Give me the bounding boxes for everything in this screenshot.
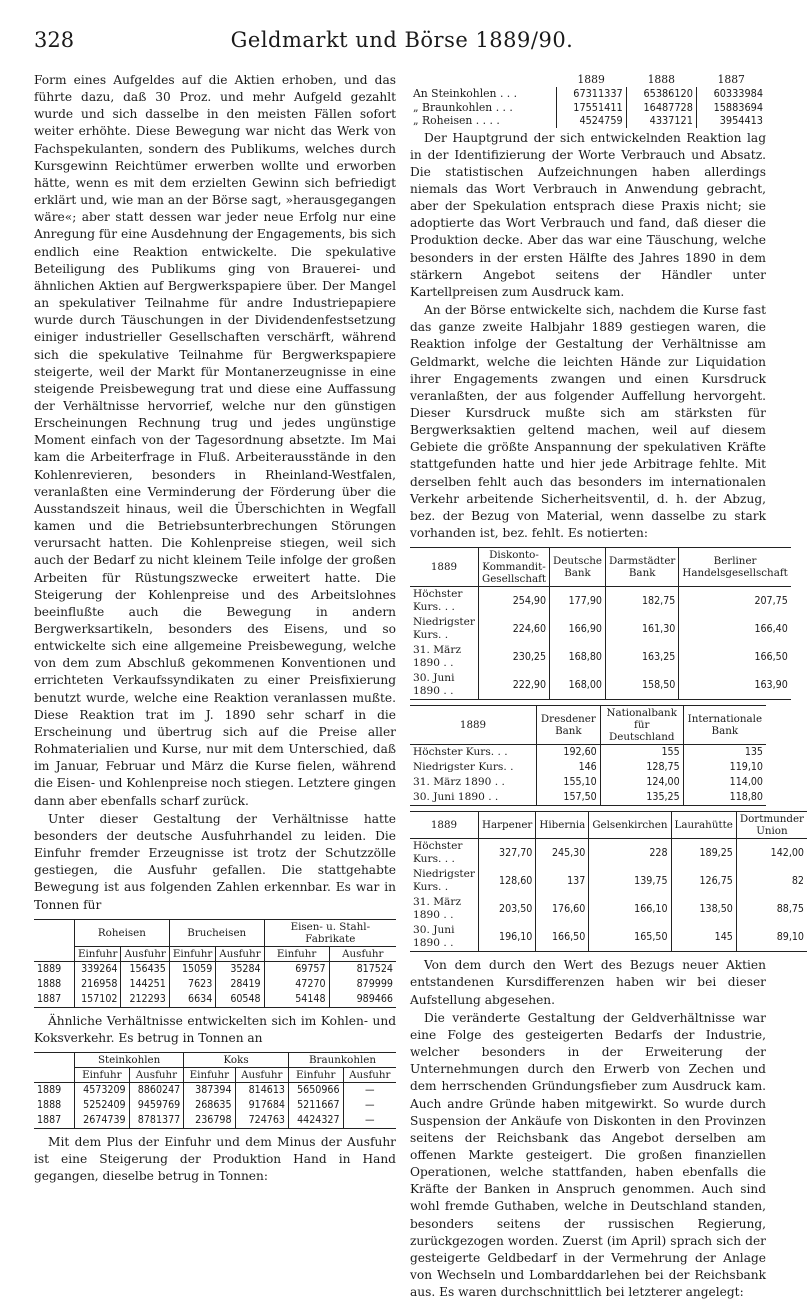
table-cell: — (343, 1082, 396, 1098)
paragraph: Der Hauptgrund der sich entwickelnden Reaktion lag in der Identifizierung der Worte Verbrauch und Absatz. Die statistischen Aufzeichnungen haben allerdings niemals das Wort Verbrauch in Anwendung gebracht, aber der Spekulation entsprach diese Praxis nicht; sie adoptierte das Wort Verbrauch und fand, daß dieser die Produktion decke. Aber das war eine Täuschung, welche besonders in der ersten Hälfte des Jahres 1890 in dem stärkern Angebot seitens der Händler unter Kartellpreisen zum Ausdruck kam. (410, 130, 766, 299)
table-row (410, 839, 807, 868)
table-cell: 168,80 (550, 643, 606, 671)
table-cell: 17551411 (556, 101, 626, 115)
table-cell: 69757 (264, 961, 329, 977)
table-cell: 2674739 (75, 1113, 130, 1129)
table-cell: — (343, 1113, 396, 1129)
table-cell: 158,50 (605, 671, 678, 700)
table-row (34, 1113, 396, 1129)
table-cell: 189,25 (671, 839, 736, 868)
table-cell: 82 (736, 867, 807, 895)
table-row (34, 1098, 396, 1113)
table-row (34, 992, 396, 1008)
table-cell: 192,60 (537, 745, 601, 761)
table-cell: 236798 (184, 1113, 235, 1129)
table-cell: 222,90 (478, 671, 549, 700)
table-cell: 182,75 (605, 587, 678, 616)
column-header: Deutsche Bank (550, 548, 606, 587)
table-cell: 65386120 (626, 87, 696, 101)
year-header: 1889 (577, 73, 605, 86)
column-header: Dortmunder Union (736, 812, 807, 839)
row-label: 30. Juni 1890 . . (413, 672, 455, 698)
table-cell: 4573209 (75, 1082, 130, 1098)
table-cell: 7623 (169, 977, 215, 992)
table-cell: 228 (589, 839, 671, 868)
row-label: 31. März 1890 . . (413, 644, 462, 670)
table-cell: 5252409 (75, 1098, 130, 1113)
table-cell: 155 (600, 745, 683, 761)
table-cell: 1889 (37, 962, 62, 975)
row-label: 30. Juni 1890 . . (413, 924, 455, 950)
table-cell: 88,75 (736, 895, 807, 923)
table-cell: 6634 (169, 992, 215, 1008)
table-row (410, 867, 807, 895)
bank-quotes-table (410, 547, 791, 700)
row-label: An Steinkohlen . . . (413, 87, 518, 100)
table-row (410, 101, 766, 115)
table-cell: 142,00 (736, 839, 807, 868)
year-header (34, 919, 75, 961)
year-header (34, 1052, 75, 1082)
table-row (34, 1082, 396, 1098)
table-cell: 196,10 (478, 923, 535, 952)
table-cell: 1889 (37, 1083, 62, 1096)
table-cell: 879999 (329, 977, 396, 992)
table-cell: 135 (683, 745, 766, 761)
table-row (410, 615, 791, 643)
column-header: Harpener (478, 812, 535, 839)
table-cell: 216958 (75, 977, 121, 992)
table-row (410, 745, 766, 761)
table-cell: 268635 (184, 1098, 235, 1113)
sub-header: Ausfuhr (329, 946, 396, 961)
coal-trade-table (34, 1052, 396, 1129)
table-cell: 156435 (121, 961, 169, 977)
row-label: „ Braunkohlen . . . (413, 100, 513, 114)
column-header: Nationalbank für Deutschland (600, 706, 683, 745)
paragraph: Unter dieser Gestaltung der Verhältnisse hatte besonders der deutsche Ausfuhrhandel zu leiden. Die Einfuhr fremder Erzeugnisse ist trotz der Schutzzölle gestiegen, die Ausfuhr gefallen. Die stattgehabte Bewegung ist aus folgenden Zahlen erkennbar. Es war in Tonnen für (34, 811, 396, 912)
table-cell: 1887 (37, 992, 62, 1005)
table-cell: 137 (536, 867, 589, 895)
sub-header: Einfuhr (75, 1067, 130, 1082)
bank-quotes-table-2 (410, 705, 766, 806)
table-cell: 60333984 (696, 87, 766, 101)
group-header: Steinkohlen (75, 1052, 184, 1067)
table-cell: 245,30 (536, 839, 589, 868)
group-header: Eisen- u. Stahl-Fabrikate (264, 919, 396, 946)
table-cell: 135,25 (600, 790, 683, 806)
year-header: 1889 (410, 812, 478, 839)
table-cell: 139,75 (589, 867, 671, 895)
table-row (410, 587, 791, 616)
table-cell: 177,90 (550, 587, 606, 616)
sub-header: Einfuhr (288, 1067, 343, 1082)
column-header: Hibernia (536, 812, 589, 839)
year-header: 1887 (717, 73, 745, 86)
table-cell: 54148 (264, 992, 329, 1008)
column-header: Internationale Bank (683, 706, 766, 745)
table-cell: 126,75 (671, 867, 736, 895)
sub-header: Ausfuhr (121, 946, 169, 961)
table-cell: 155,10 (537, 775, 601, 790)
table-cell: 724763 (235, 1113, 288, 1129)
table-cell: 1888 (37, 977, 62, 990)
group-header: Koks (184, 1052, 289, 1067)
paragraph: Die veränderte Gestaltung der Geldverhältnisse war eine Folge des gesteigerten Bedarfs der Industrie, welcher besonders in der Erweiterung der Unternehmungen durch den Erwerb von Zechen und dem herrschenden Gründungsfieber zum Ausdruck kam. Auch andre Gründe haben mitgewirkt. So wurde durch Suspension der Ankäufe von Diskonten in den Provinzen seitens der Reichsbank das Angebot derselben am offenen Markte gesteigert. Die großen finanziellen Operationen, welche stattfanden, haben ebenfalls die Kräfte der Banken in Anspruch genommen. Auch sind wohl fremde Guthaben, welche in Deutschland standen, besonders seitens der russischen Regierung, zurückgezogen worden. Zuerst (im April) sprach sich der gesteigerte Geldbedarf in der Vermehrung der Anlage von Wechseln und Lombarddarlehen bei der Reichsbank aus. Es waren durchschnittlich bei letzterer angelegt: (410, 1010, 766, 1300)
table-row (410, 923, 807, 952)
table-cell: 157,50 (537, 790, 601, 806)
table-cell: 8781377 (129, 1113, 184, 1129)
table-cell: 203,50 (478, 895, 535, 923)
group-header: Braunkohlen (288, 1052, 396, 1067)
sub-header: Einfuhr (264, 946, 329, 961)
table-cell: 4424327 (288, 1113, 343, 1129)
table-row (410, 671, 791, 700)
mining-quotes-table (410, 811, 807, 952)
table-cell: 166,10 (589, 895, 671, 923)
table-cell: 1888 (37, 1098, 62, 1111)
table-cell: 9459769 (129, 1098, 184, 1113)
table-cell: 89,10 (736, 923, 807, 952)
table-cell: 166,50 (536, 923, 589, 952)
page-number: 328 (34, 28, 75, 52)
table-cell: 118,80 (683, 790, 766, 806)
table-cell: 161,30 (605, 615, 678, 643)
column-header: Dresdener Bank (537, 706, 601, 745)
table-cell: 35284 (216, 961, 264, 977)
table-cell: 5650966 (288, 1082, 343, 1098)
table-cell: 128,75 (600, 760, 683, 775)
sub-header: Einfuhr (184, 1067, 235, 1082)
table-row (34, 977, 396, 992)
row-label: Höchster Kurs. . . (413, 840, 463, 866)
table-cell: 212293 (121, 992, 169, 1008)
sub-header: Einfuhr (75, 946, 121, 961)
sub-header: Einfuhr (169, 946, 215, 961)
table-cell: 3954413 (696, 114, 766, 128)
table-cell: 128,60 (478, 867, 535, 895)
table-cell: 144251 (121, 977, 169, 992)
table-cell: 4337121 (626, 114, 696, 128)
paragraph: Mit dem Plus der Einfuhr und dem Minus der Ausfuhr ist eine Steigerung der Produktion Hand in Hand gegangen, dieselbe betrug in Tonnen: (34, 1134, 396, 1184)
running-title: Geldmarkt und Börse 1889/90. (230, 28, 574, 52)
table-cell: 146 (537, 760, 601, 775)
table-cell: 387394 (184, 1082, 235, 1098)
row-label: 30. Juni 1890 . . (413, 791, 499, 804)
iron-trade-table (34, 919, 396, 1008)
table-cell: 145 (671, 923, 736, 952)
row-label: Niedrigster Kurs. . (413, 761, 514, 774)
table-cell: 917684 (235, 1098, 288, 1113)
table-row (410, 790, 766, 806)
table-cell: 47270 (264, 977, 329, 992)
table-cell: 165,50 (589, 923, 671, 952)
table-cell: 168,00 (550, 671, 606, 700)
table-cell: 67311337 (556, 87, 626, 101)
paragraph: Ähnliche Verhältnisse entwickelten sich im Kohlen- und Koksverkehr. Es betrug in Tonnen an (34, 1013, 396, 1045)
year-header: 1889 (410, 548, 478, 587)
row-label: „ Roheisen . . . . (413, 114, 500, 127)
group-header: Roheisen (75, 919, 170, 946)
table-row (410, 87, 766, 101)
page-header (34, 28, 770, 58)
table-cell: 16487728 (626, 101, 696, 115)
sub-header: Ausfuhr (343, 1067, 396, 1082)
table-cell: 814613 (235, 1082, 288, 1098)
table-cell: 817524 (329, 961, 396, 977)
table-cell: 166,90 (550, 615, 606, 643)
sub-header: Ausfuhr (129, 1067, 184, 1082)
table-row (410, 760, 766, 775)
table-cell: 224,60 (478, 615, 549, 643)
table-row (410, 114, 766, 128)
row-label: 31. März 1890 . . (413, 776, 505, 789)
paragraph: An der Börse entwickelte sich, nachdem die Kurse fast das ganze zweite Halbjahr 1889 gestiegen waren, die Reaktion infolge der Gestaltung der Verhältnisse am Geldmarkt, welche die leichten Hände zur Liquidation ihrer Engagements zwangen und einen Kursdruck veranlaßten, der aus folgender Auffellung hervorgeht. Dieser Kursdruck mußte sich am stärksten für Bergwerksaktien geltend machen, weil auf diesem Gebiete die größte Anspannung der spekulativen Kräfte stattgefunden hatte und hier jede Arbitrage fehlte. Mit derselben fehlt auch das besonders im internationalen Verkehr arbeitende Sicherheitsventil, d. h. der Abzug, bez. der Bezug von Material, wenn dasselbe zu stark vorhanden ist, bez. fehlt. Es notierten: (410, 303, 766, 541)
table-cell: 157102 (75, 992, 121, 1008)
table-cell: 4524759 (556, 114, 626, 128)
table-cell: 339264 (75, 961, 121, 977)
table-cell: 5211667 (288, 1098, 343, 1113)
table-row (410, 895, 807, 923)
left-column (34, 72, 396, 1186)
table-cell: — (343, 1098, 396, 1113)
table-cell: 8860247 (129, 1082, 184, 1098)
year-header: 1888 (647, 73, 676, 86)
table-cell: 114,00 (683, 775, 766, 790)
table-cell: 163,25 (605, 643, 678, 671)
table-cell: 166,50 (679, 643, 791, 671)
table-cell: 327,70 (478, 839, 535, 868)
table-row (34, 961, 396, 977)
row-label: Niedrigster Kurs. . (413, 616, 475, 642)
paragraph: Von dem durch den Wert des Bezugs neuer Aktien entstandenen Kursdifferenzen haben wir bei dieser Aufstellung abgesehen. (410, 958, 766, 1007)
row-label: Höchster Kurs. . . (413, 588, 463, 614)
table-cell: 166,40 (679, 615, 791, 643)
column-header: Berliner Handelsgesellschaft (679, 548, 791, 587)
table-cell: 124,00 (600, 775, 683, 790)
paragraph: Form eines Aufgeldes auf die Aktien erhoben, und das führte dazu, daß 30 Proz. und mehr Aufgeld gezahlt wurde und sich dasselbe in den meisten Fällen sofort weiter erhöhte. Diese Bewegung war nicht das Werk von Fachspekulanten, sondern des Publikums, welches durch Kursgewinn Reichtümer erwerben wollte und erworben hätte, wenn es mit dem erzielten Gewinn sich befriedigt erklärt und, wie man an der Börse sagt, »herausgegangen wäre«; aber statt dessen war jeder neue Erfolg nur eine Anregung für eine Ausdehnung der Engagements, bis sich endlich eine Reaktion entwickelte. Die spekulative Beteiligung des Publikums ging von Brauerei- und ähnlichen Aktien auf Bergwerkspapiere über. Der Mangel an spekulativer Teilnahme für andre Industriepapiere wurde durch Täuschungen in der Dividendenfestsetzung einiger industrieller Gesellschaften verschärft, während sich die spekulative Teilnahme für Bergwerkspapiere steigerte, weil der Markt für Montanerzeugnisse in eine steigende Preisbewegung trat und diese eine Auffassung der Verhältnisse hervorrief, welche nur den günstigen Erscheinungen Rechnung trug und jedes ungünstige Moment einfach von der Tagesordnung absetzte. Im Mai kam die Arbeiterfrage in Fluß. Arbeiterausstände in den Kohlenrevieren, besonders in Rheinland-Westfalen, veranlaßten eine Verminderung der Förderung über die Ausstandszeit hinaus, weil die Überschichten in Wegfall kamen und die Betriebsunterbrechungen Störungen verursacht hatten. Die Kohlenpreise stiegen, weil sich auch der Bedarf zu nicht kleinem Teile infolge der großen Arbeiten für Rüstungszwecke erweitert hatte. Die Steigerung der Kohlenpreise und des Arbeitslohnes beeinflußte auch die Bewegung in andern Bergwerksartikeln, besonders des Eisens, und so entwickelte sich eine allgemeine Preisbewegung, welche von dem zum Abschluß gekommenen Konventionen und errichteten Verkaufssyndikaten zu einer Preisfixierung benutzt wurde, welche eine Reaktion veranlassen mußte. Diese Reaktion trat im J. 1890 sehr scharf in die Erscheinung und übertrug sich auf die Preise aller Rohmaterialien und Kurse, nur mit dem Unterschied, daß im Januar, Februar und März die Kurse fielen, während die Eisen- und Kohlenpreise noch stiegen. Letztere gingen dann aber ebenfalls scharf zurück. (34, 73, 396, 808)
table-cell: 176,60 (536, 895, 589, 923)
sub-header: Ausfuhr (235, 1067, 288, 1082)
production-table (410, 72, 766, 128)
column-header: Laurahütte (671, 812, 736, 839)
table-cell: 254,90 (478, 587, 549, 616)
table-row (410, 643, 791, 671)
table-row (410, 775, 766, 790)
row-label: Niedrigster Kurs. . (413, 868, 475, 894)
table-cell: 15059 (169, 961, 215, 977)
table-cell: 60548 (216, 992, 264, 1008)
table-cell: 28419 (216, 977, 264, 992)
column-header: Diskonto-Kommandit-Gesellschaft (478, 548, 549, 587)
table-cell: 138,50 (671, 895, 736, 923)
column-header: Gelsenkirchen (589, 812, 671, 839)
right-column (410, 72, 804, 1302)
table-cell: 989466 (329, 992, 396, 1008)
row-label: Höchster Kurs. . . (413, 746, 508, 759)
table-cell: 15883694 (696, 101, 766, 115)
table-cell: 207,75 (679, 587, 791, 616)
year-header: 1889 (410, 706, 537, 745)
label-header (410, 72, 556, 87)
table-cell: 230,25 (478, 643, 549, 671)
group-header: Brucheisen (169, 919, 264, 946)
table-cell: 119,10 (683, 760, 766, 775)
row-label: 31. März 1890 . . (413, 896, 462, 922)
table-cell: 1887 (37, 1113, 62, 1126)
column-header: Darmstädter Bank (605, 548, 678, 587)
table-cell: 163,90 (679, 671, 791, 700)
sub-header: Ausfuhr (216, 946, 264, 961)
